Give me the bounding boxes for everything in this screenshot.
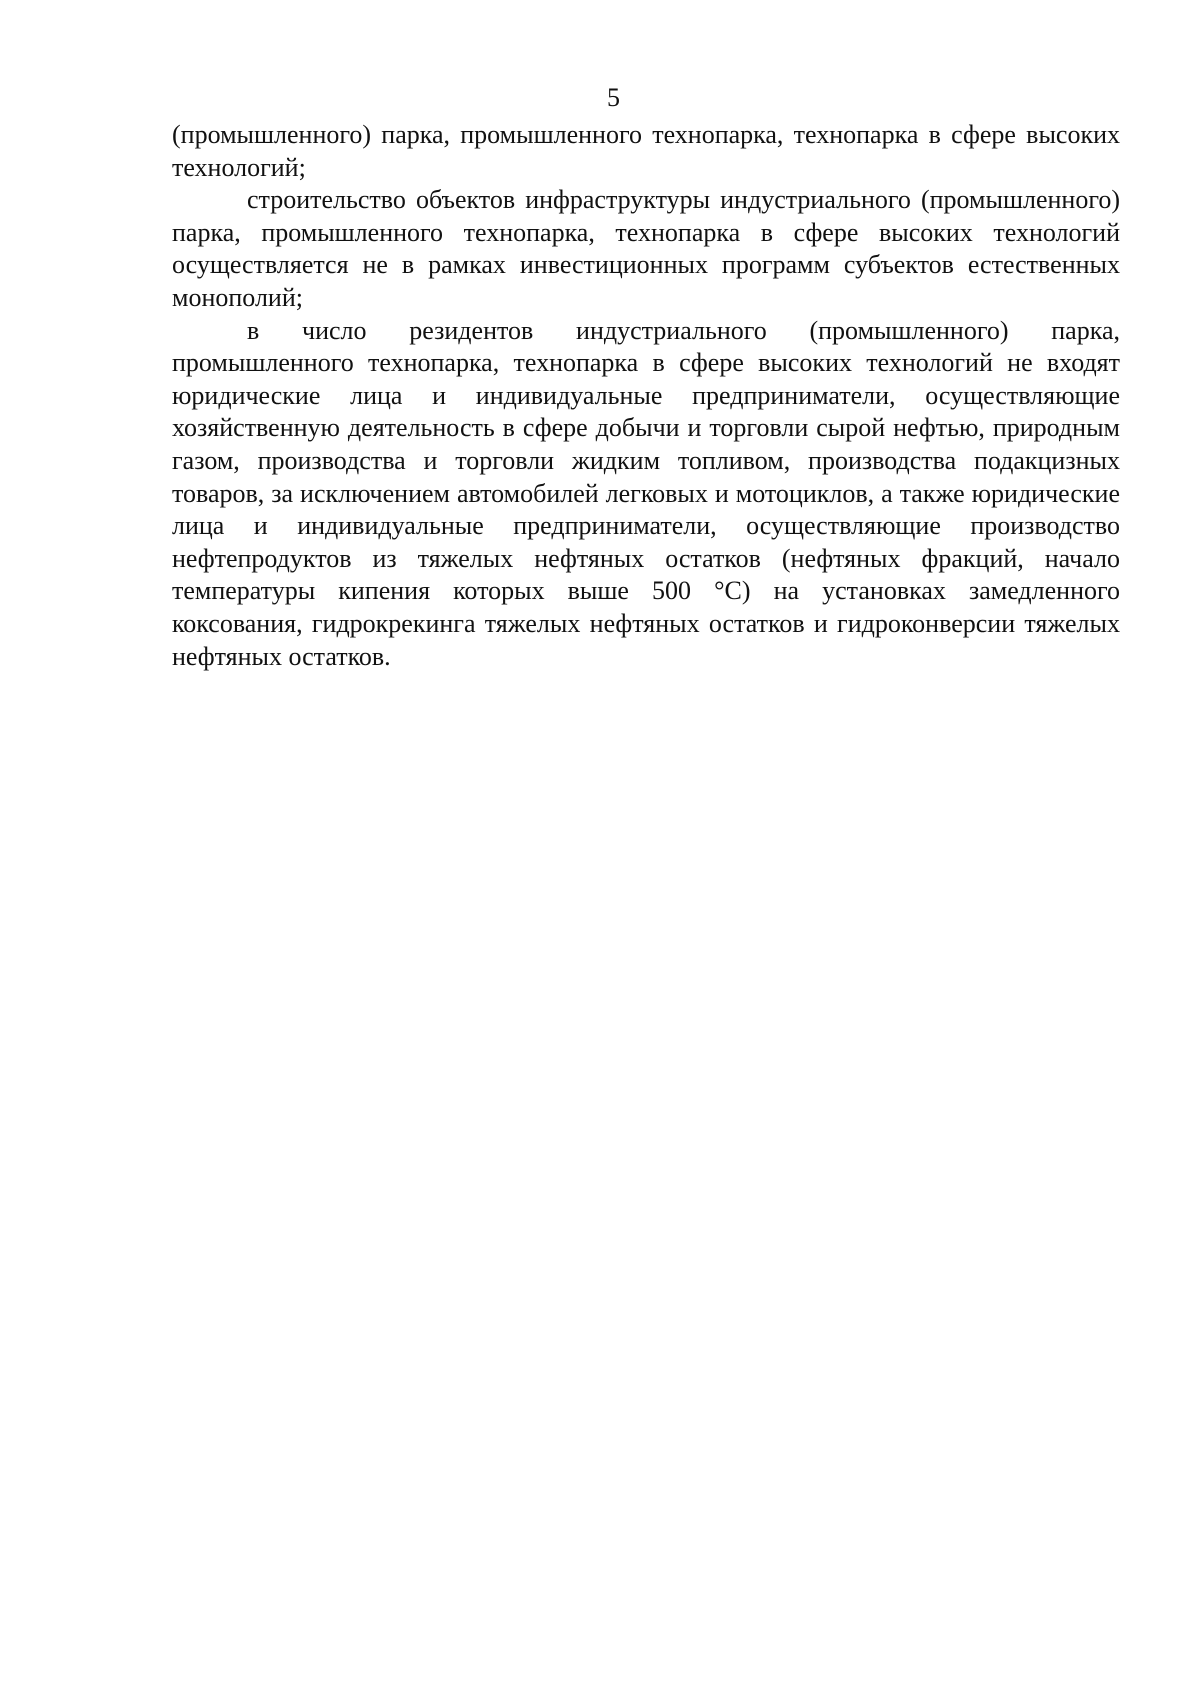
document-body (172, 119, 1120, 673)
paragraph-infrastructure-construction: строительство объектов инфраструктуры индустриального (промышленного) парка, промышленного технопарка, технопарка в сфере высоких технологий осуществляется не в рамках инвестиционных программ субъектов естественных монополий; (172, 185, 1120, 312)
paragraph-continuation: (промышленного) парка, промышленного технопарка, технопарка в сфере высоких технологий; (172, 120, 1120, 182)
page-number: 5 (607, 83, 620, 112)
paragraph-resident-restrictions: в число резидентов индустриального (промышленного) парка, промышленного технопарка, технопарка в сфере высоких технологий не входят юридические лица и индивидуальные предприниматели, осуществляющие хозяйственную деятельность в сфере добычи и торговли сырой нефтью, природным газом, производства и торговли жидким топливом, производства подакцизных товаров, за исключением автомобилей легковых и мотоциклов, а также юридические лица и индивидуальные предприниматели, осуществляющие производство нефтепродуктов из тяжелых нефтяных остатков (нефтяных фракций, начало температуры кипения которых выше 500 °С) на установках замедленного коксования, гидрокрекинга тяжелых нефтяных остатков и гидроконверсии тяжелых нефтяных остатков. (172, 315, 1120, 671)
